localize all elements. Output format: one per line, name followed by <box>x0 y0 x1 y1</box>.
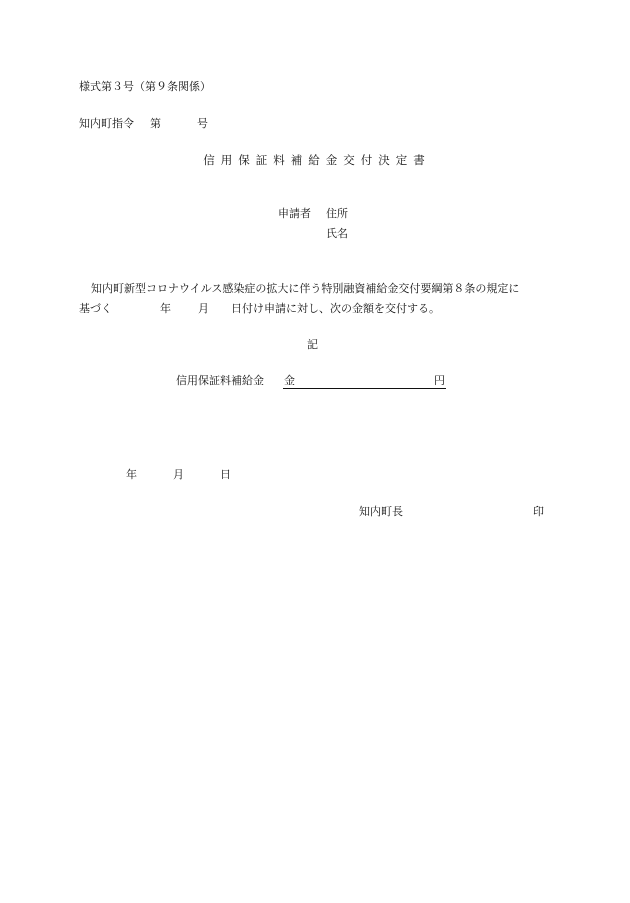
seal-mark: 印 <box>533 505 544 518</box>
amount-row <box>176 374 295 388</box>
amount-underline <box>283 388 446 389</box>
body-month-label: 月 <box>198 302 209 315</box>
form-number: 様式第３号（第９条関係） <box>79 80 211 93</box>
date-day-label: 日 <box>220 468 231 481</box>
body-line2-start: 基づく <box>79 302 112 315</box>
directive-number <box>79 117 208 131</box>
directive-number-prefix: 第 <box>150 117 161 130</box>
directive-prefix: 知内町指令 <box>79 117 134 130</box>
issuer-title: 知内町長 <box>359 505 403 518</box>
document-title: 信用保証料補給金交付決定書 <box>203 153 431 167</box>
applicant-address-row <box>278 207 348 221</box>
body-line2-end: 日付け申請に対し、次の金額を交付する。 <box>231 302 440 315</box>
address-label: 住所 <box>326 207 348 220</box>
date-year-label: 年 <box>126 468 137 481</box>
applicant-label: 申請者 <box>278 207 311 220</box>
body-year-label: 年 <box>160 302 171 315</box>
ki-heading: 記 <box>307 338 318 351</box>
date-month-label: 月 <box>173 468 184 481</box>
amount-prefix: 金 <box>284 374 295 387</box>
directive-number-suffix: 号 <box>197 117 208 130</box>
amount-suffix: 円 <box>434 374 445 387</box>
amount-label: 信用保証料補給金 <box>176 374 264 387</box>
applicant-name-label: 氏名 <box>326 227 348 240</box>
body-text-line-1: 知内町新型コロナウイルス感染症の拡大に伴う特別融資補給金交付要綱第８条の規定に <box>91 282 520 295</box>
